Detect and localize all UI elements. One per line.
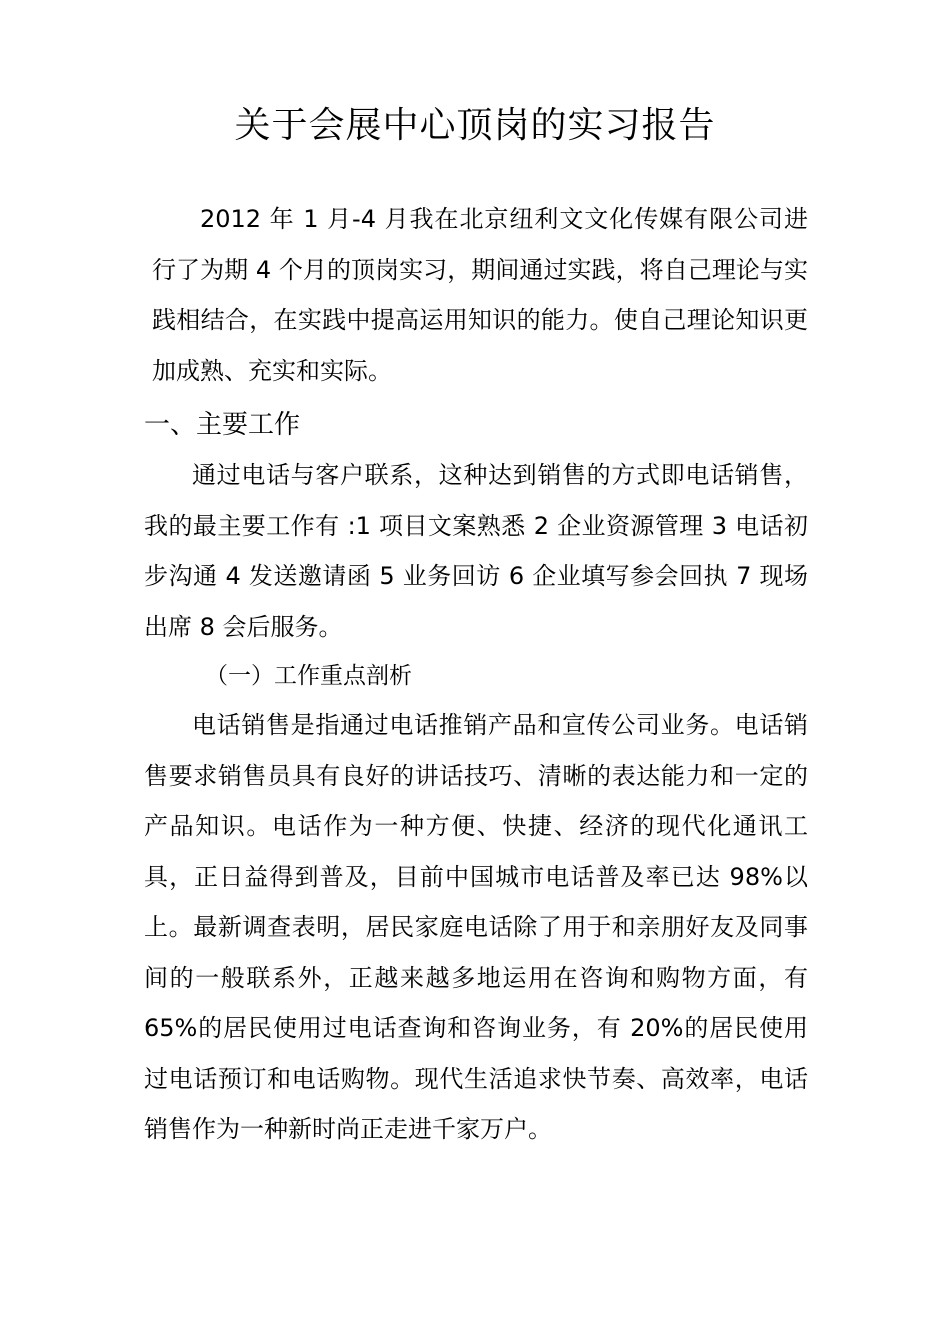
work-focus-paragraph: 电话销售是指通过电话推销产品和宣传公司业务。电话销售要求销售员具有良好的讲话技巧、清晰的表达能力和一定的产品知识。电话作为一种方便、快捷、经济的现代化通讯工具，正日益得到普及，目前中国城市电话普及率已达 98%以上。最新调查表明，居民家庭电话除了用于和亲朋好友及同事间的一般联系外，正越来越多地运用在咨询和购物方面，有 65%的居民使用过电话查询和咨询业务，有 20%的居民使用过电话预订和电话购物。现代生活追求快节奏、高效率，电话销售作为一种新时尚正走进千家万户。 <box>144 711 808 1143</box>
intro-paragraph: 2012 年 1 月-4 月我在北京纽利文文化传媒有限公司进行了为期 4 个月的顶岗实习，期间通过实践，将自己理论与实践相结合，在实践中提高运用知识的能力。使自己理论知识更加成熟、充实和实际。 <box>152 205 808 385</box>
section-heading-main-work: 一、主要工作 <box>144 410 301 440</box>
subsection-heading-work-focus: （一）工作重点剖析 <box>205 663 412 689</box>
main-work-paragraph: 通过电话与客户联系，这种达到销售的方式即电话销售，我的最主要工作有 :1 项目文案熟悉 2 企业资源管理 3 电话初步沟通 4 发送邀请函 5 业务回访 6 企业填写参会回执 7 现场出席 8 会后服务。 <box>144 461 808 641</box>
document-title: 关于会展中心顶岗的实习报告 <box>234 105 716 146</box>
